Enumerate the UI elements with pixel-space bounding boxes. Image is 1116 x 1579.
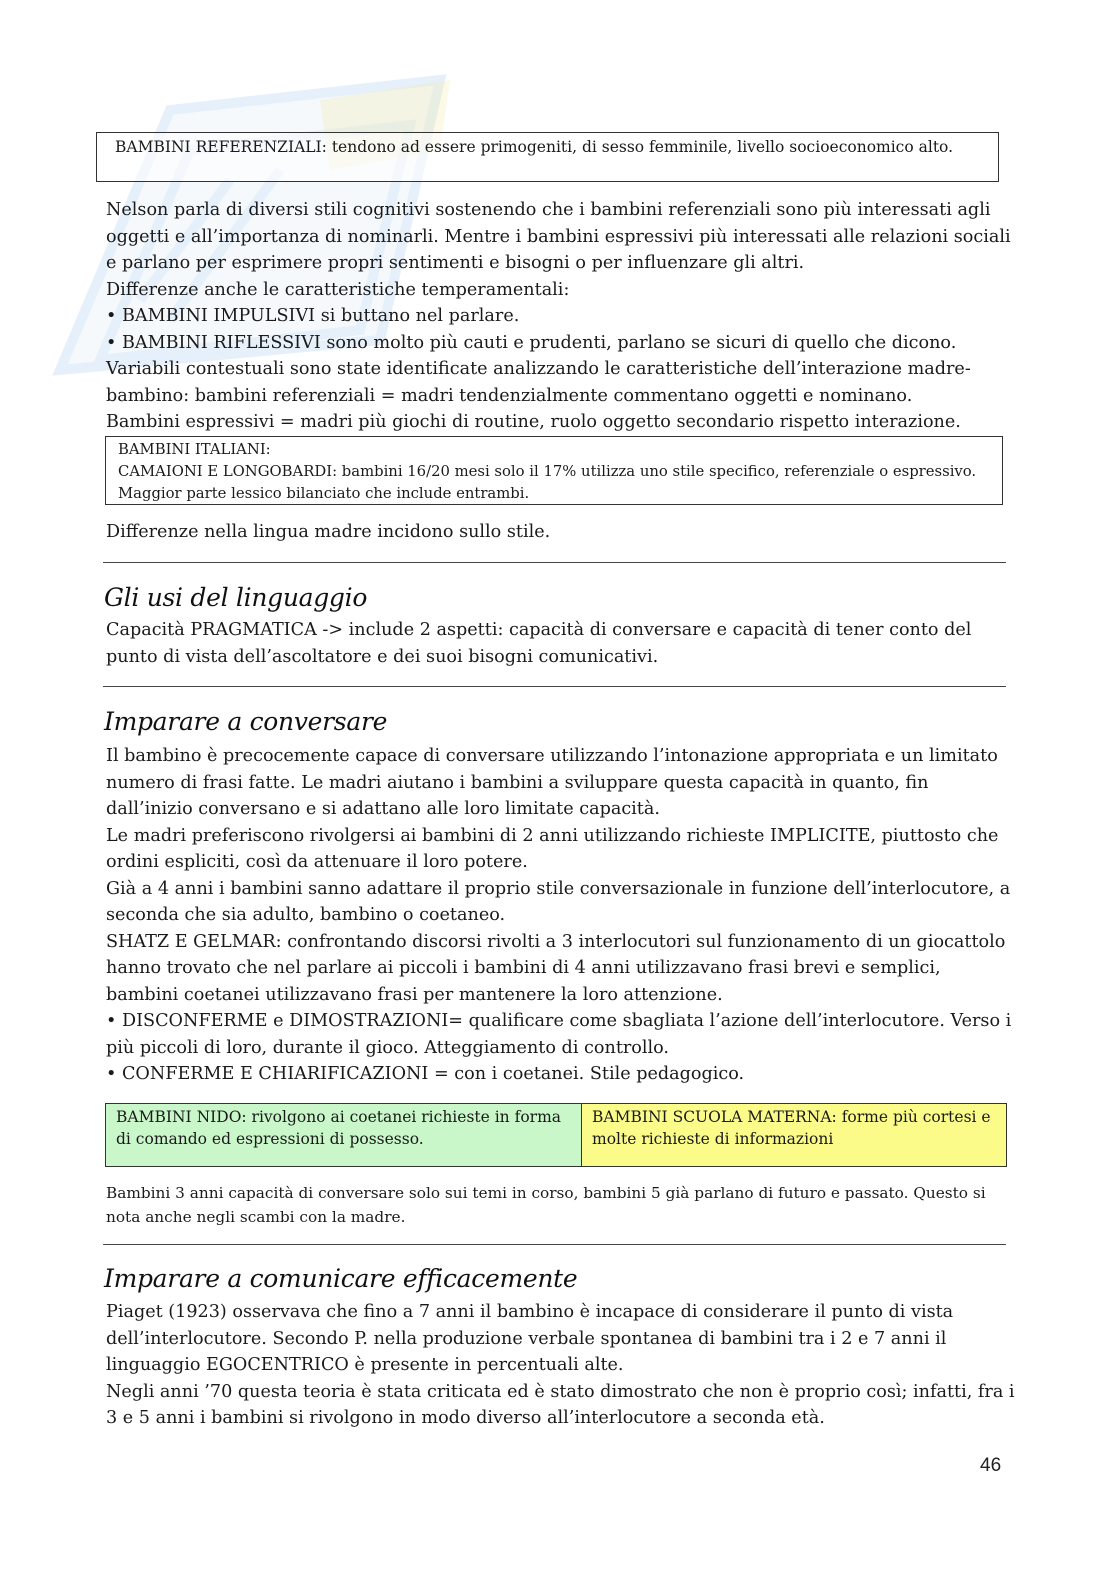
divider [103,1244,1006,1245]
paragraph-piaget [106,1299,1016,1432]
text-variabili: Variabili contestuali sono state identificate analizzando le caratteristiche dell’interazione madre-bambino: bambini referenziali = madri tendenzialmente commentano oggetti e nominano. [106,359,971,406]
text-madri-implicite: Le madri preferiscono rivolgersi ai bambini di 2 anni utilizzando richieste IMPLICITE, piuttosto che ordini espliciti, così da attenuare il loro potere. [106,825,999,872]
list-item-riflessivi: • BAMBINI RIFLESSIVI sono molto più cauti e prudenti, parlano se sicuri di quello che dicono. [106,332,957,353]
section-heading-comunicare-efficacemente: Imparare a comunicare efficacemente [104,1264,578,1293]
paragraph-pragmatica [106,617,1016,670]
box-referenziali-text: BAMBINI REFERENZIALI: tendono ad essere primogeniti, di sesso femminile, livello socioeconomico alto. [115,138,954,156]
text-futuro-passato: Bambini 3 anni capacità di conversare solo sui temi in corso, bambini 5 già parlano di futuro e passato. Questo si nota anche negli scambi con la madre. [106,1184,986,1226]
paragraph-lingua-madre [106,519,1016,546]
box-bambini-italiani [105,436,1003,505]
box-bambini-referenziali [96,132,999,182]
box-italiani-title: BAMBINI ITALIANI: [118,441,271,458]
text-differenze: Differenze anche le caratteristiche temperamentali: [106,279,570,300]
text-nelson: Nelson parla di diversi stili cognitivi sostenendo che i bambini referenziali sono più interessati agli oggetti e all’importanza di nominarli. Mentre i bambini espressivi più interessati alle relazioni sociali e parlano per esprimere propri sentimenti e bisogni o per influenzare gli altri. [106,200,1011,273]
text-precoce: Il bambino è precocemente capace di conversare utilizzando l’intonazione appropriata e un limitato numero di frasi fatte. Le madri aiutano i bambini a sviluppare questa capacità in quanto, fin dall’inizio conversano e si adattano alle loro limitate capacità. [106,746,998,819]
divider [103,686,1006,687]
table-cell-nido: BAMBINI NIDO: rivolgono ai coetanei richieste in forma di comando ed espressioni di possesso. [106,1104,582,1166]
text-anni-70: Negli anni ’70 questa teoria è stata criticata ed è stato dimostrato che non è proprio così; infatti, fra i 3 e 5 anni i bambini si rivolgono in modo diverso all’interlocutore a seconda età. [106,1381,1015,1428]
list-item-conferme: • CONFERME E CHIARIFICAZIONI = con i coetanei. Stile pedagogico. [106,1064,745,1084]
paragraph-conversare [106,743,1016,1088]
divider [103,562,1006,563]
text-shatz-gelmar: SHATZ E GELMAR: confrontando discorsi rivolti a 3 interlocutori sul funzionamento di un giocattolo hanno trovato che nel parlare ai piccoli i bambini di 4 anni utilizzavano frasi brevi e semplici, bambini coetanei utilizzavano frasi per mantenere la loro attenzione. [106,931,1006,1005]
box-italiani-text: CAMAIONI E LONGOBARDI: bambini 16/20 mesi solo il 17% utilizza uno stile specifico, referenziale o espressivo. Maggior parte lessico bilanciato che include entrambi. [118,463,977,502]
section-heading-usi-linguaggio: Gli usi del linguaggio [104,583,368,612]
paragraph-stili-cognitivi [106,197,1016,436]
text-espressivi: Bambini espressivi = madri più giochi di routine, ruolo oggetto secondario rispetto interazione. [106,412,961,432]
paragraph-futuro-passato [106,1181,1016,1229]
section-heading-imparare-conversare: Imparare a conversare [104,707,388,736]
list-item-disconferme: • DISCONFERME e DIMOSTRAZIONI= qualificare come sbagliata l’azione dell’interlocutore. Verso i più piccoli di loro, durante il gioco. Atteggiamento di controllo. [106,1011,1012,1058]
text-pragmatica: Capacità PRAGMATICA -> include 2 aspetti: capacità di conversare e capacità di tener conto del punto di vista dell’ascoltatore e dei suoi bisogni comunicativi. [106,620,972,667]
table-cell-scuola-materna: BAMBINI SCUOLA MATERNA: forme più cortesi e molte richieste di informazioni [582,1104,1006,1166]
comparison-table [105,1103,1007,1167]
text-quattro-anni: Già a 4 anni i bambini sanno adattare il proprio stile conversazionale in funzione dell’interlocutore, a seconda che sia adulto, bambino o coetaneo. [106,878,1011,925]
list-item-impulsivi: • BAMBINI IMPULSIVI si buttano nel parlare. [106,306,520,326]
text-lingua-madre: Differenze nella lingua madre incidono sullo stile. [106,522,551,542]
text-piaget: Piaget (1923) osservava che fino a 7 anni il bambino è incapace di considerare il punto di vista dell’interlocutore. Secondo P. nella produzione verbale spontanea di bambini tra i 2 e 7 anni il linguaggio EGOCENTRICO è presente in percentuali alte. [106,1302,954,1375]
page-number: 46 [980,1455,1002,1476]
